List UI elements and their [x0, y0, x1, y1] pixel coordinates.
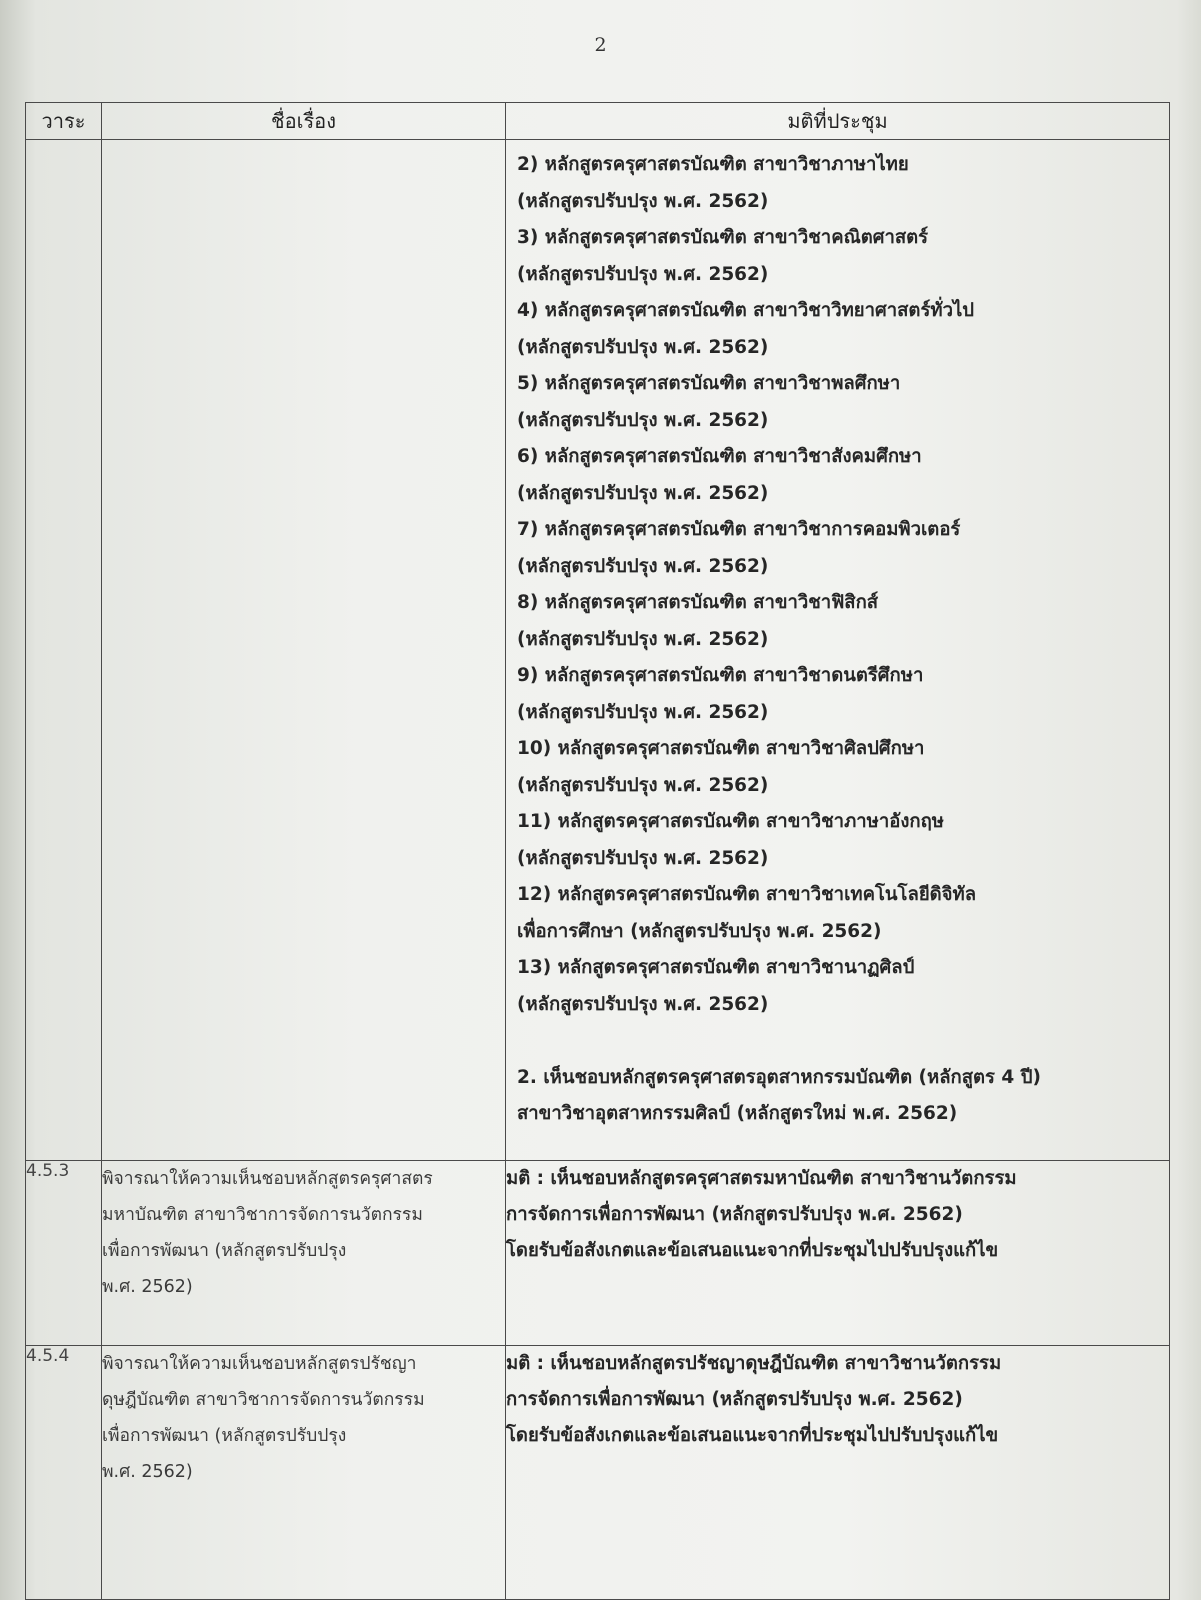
topic-line: เพื่อการพัฒนา (หลักสูตรปรับปรุง — [102, 1241, 347, 1261]
resolution-item-2-line-2: สาขาวิชาอุตสาหกรรมศิลป์ (หลักสูตรใหม่ พ.ศ. 2562) — [517, 1103, 958, 1124]
curriculum-item-line: (หลักสูตรปรับปรุง พ.ศ. 2562) — [517, 701, 769, 723]
topic-line: ดุษฎีบัณฑิต สาขาวิชาการจัดการนวัตกรรม — [102, 1390, 425, 1410]
curriculum-item-line: 4) หลักสูตรครุศาสตรบัณฑิต สาขาวิชาวิทยาศาสตร์ทั่วไป — [517, 300, 975, 321]
curriculum-item-line: (หลักสูตรปรับปรุง พ.ศ. 2562) — [517, 847, 769, 869]
curriculum-item-line: (หลักสูตรปรับปรุง พ.ศ. 2562) — [517, 263, 769, 285]
curriculum-item-line: 3) หลักสูตรครุศาสตรบัณฑิต สาขาวิชาคณิตศาสตร์ — [517, 227, 929, 248]
table-row-continued — [26, 140, 1170, 1161]
curriculum-item-line: (หลักสูตรปรับปรุง พ.ศ. 2562) — [517, 774, 769, 796]
topic-line: เพื่อการพัฒนา (หลักสูตรปรับปรุง — [102, 1426, 347, 1446]
curriculum-item-line: (หลักสูตรปรับปรุง พ.ศ. 2562) — [517, 482, 769, 504]
curriculum-item-line: (หลักสูตรปรับปรุง พ.ศ. 2562) — [517, 190, 769, 212]
resolution-line: มติ : เห็นชอบหลักสูตรครุศาสตรมหาบัณฑิต สาขาวิชานวัตกรรม — [506, 1168, 1017, 1189]
resolution-line: มติ : เห็นชอบหลักสูตรปรัชญาดุษฎีบัณฑิต สาขาวิชานวัตกรรม — [506, 1353, 1002, 1374]
minutes-table — [25, 102, 1170, 1600]
table-row-4-5-4 — [26, 1346, 1170, 1600]
topic-line: พ.ศ. 2562) — [102, 1277, 193, 1297]
header-resolution: มติที่ประชุม — [506, 103, 1170, 140]
topic-line: พิจารณาให้ความเห็นชอบหลักสูตรครุศาสตร — [102, 1169, 433, 1189]
table-header-row — [26, 103, 1170, 140]
topic-line: พ.ศ. 2562) — [102, 1462, 193, 1482]
curriculum-item-line: 2) หลักสูตรครุศาสตรบัณฑิต สาขาวิชาภาษาไทย — [517, 154, 909, 175]
curriculum-item-line: 6) หลักสูตรครุศาสตรบัณฑิต สาขาวิชาสังคมศึกษา — [517, 446, 922, 467]
curriculum-item-line: 11) หลักสูตรครุศาสตรบัณฑิต สาขาวิชาภาษาอังกฤษ — [517, 811, 944, 832]
blank-line — [517, 1023, 1163, 1060]
curriculum-item-line: (หลักสูตรปรับปรุง พ.ศ. 2562) — [517, 555, 769, 577]
curriculum-item-line: เพื่อการศึกษา (หลักสูตรปรับปรุง พ.ศ. 2562) — [517, 920, 882, 942]
topic-text — [102, 1346, 506, 1600]
topic-line: มหาบัณฑิต สาขาวิชาการจัดการนวัตกรรม — [102, 1205, 423, 1225]
agenda-number: 4.5.3 — [26, 1161, 102, 1346]
topic-cell-empty — [102, 140, 506, 1161]
resolution-line: การจัดการเพื่อการพัฒนา (หลักสูตรปรับปรุง พ.ศ. 2562) — [506, 1204, 963, 1225]
curriculum-item-line: (หลักสูตรปรับปรุง พ.ศ. 2562) — [517, 409, 769, 431]
curriculum-item-line: 12) หลักสูตรครุศาสตรบัณฑิต สาขาวิชาเทคโนโลยีดิจิทัล — [517, 884, 977, 905]
agenda-cell-empty — [26, 140, 102, 1161]
topic-line: พิจารณาให้ความเห็นชอบหลักสูตรปรัชญา — [102, 1354, 417, 1374]
curriculum-item-line: 10) หลักสูตรครุศาสตรบัณฑิต สาขาวิชาศิลปศึกษา — [517, 738, 925, 759]
resolution-text — [506, 1161, 1170, 1346]
agenda-number: 4.5.4 — [26, 1346, 102, 1600]
resolution-text — [506, 1346, 1170, 1600]
curriculum-item-line: 9) หลักสูตรครุศาสตรบัณฑิต สาขาวิชาดนตรีศึกษา — [517, 665, 924, 686]
curriculum-item-line: (หลักสูตรปรับปรุง พ.ศ. 2562) — [517, 628, 769, 650]
curriculum-item-line: 7) หลักสูตรครุศาสตรบัณฑิต สาขาวิชาการคอมพิวเตอร์ — [517, 519, 961, 540]
curriculum-item-line: (หลักสูตรปรับปรุง พ.ศ. 2562) — [517, 336, 769, 358]
topic-text — [102, 1161, 506, 1346]
page-number: 2 — [594, 34, 607, 56]
curriculum-item-line: 13) หลักสูตรครุศาสตรบัณฑิต สาขาวิชานาฏศิลป์ — [517, 957, 915, 978]
header-agenda: วาระ — [26, 103, 102, 140]
resolution-cell-continued — [506, 140, 1170, 1161]
resolution-line: โดยรับข้อสังเกตและข้อเสนอแนะจากที่ประชุมไปปรับปรุงแก้ไข — [506, 1240, 999, 1261]
resolution-item-2-line-1: 2. เห็นชอบหลักสูตรครุศาสตรอุตสาหกรรมบัณฑิต (หลักสูตร 4 ปี) — [517, 1066, 1041, 1088]
curriculum-item-line: 8) หลักสูตรครุศาสตรบัณฑิต สาขาวิชาฟิสิกส์ — [517, 592, 879, 613]
resolution-line: การจัดการเพื่อการพัฒนา (หลักสูตรปรับปรุง พ.ศ. 2562) — [506, 1389, 963, 1410]
resolution-line: โดยรับข้อสังเกตและข้อเสนอแนะจากที่ประชุมไปปรับปรุงแก้ไข — [506, 1425, 999, 1446]
header-topic: ชื่อเรื่อง — [102, 103, 506, 140]
table-row-4-5-3 — [26, 1161, 1170, 1346]
curriculum-item-line: 5) หลักสูตรครุศาสตรบัณฑิต สาขาวิชาพลศึกษา — [517, 373, 901, 394]
curriculum-item-line: (หลักสูตรปรับปรุง พ.ศ. 2562) — [517, 993, 769, 1015]
